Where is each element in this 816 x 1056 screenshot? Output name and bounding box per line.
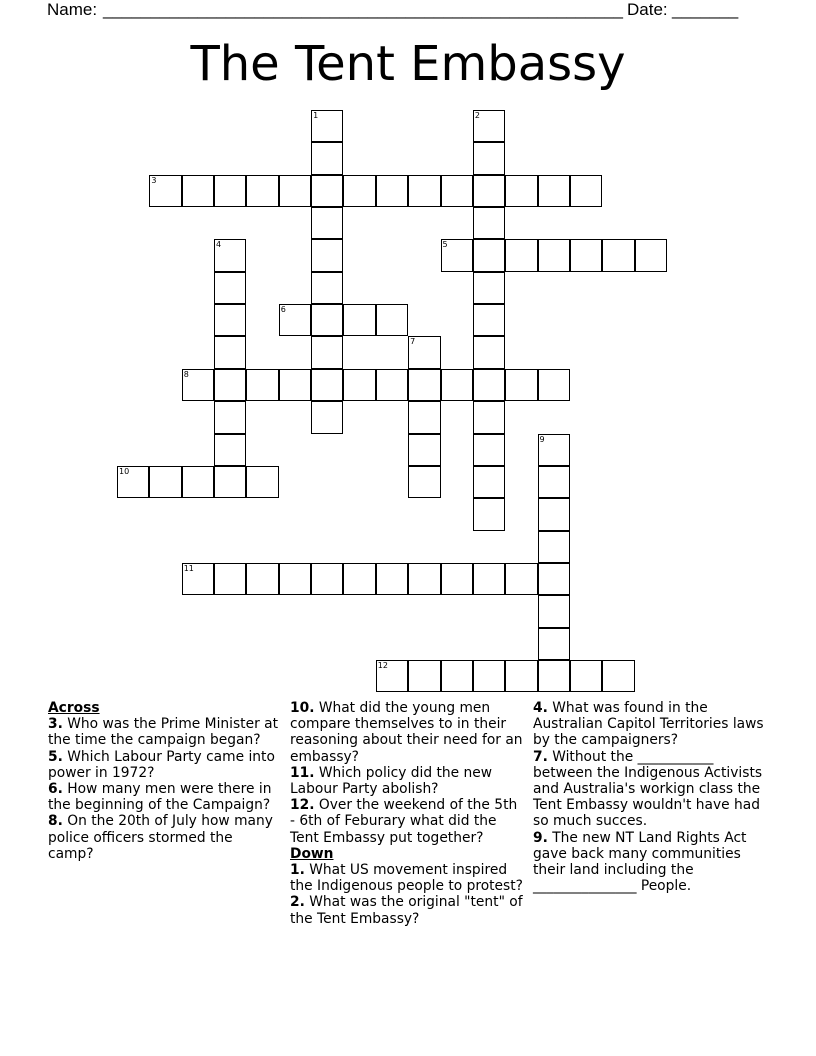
grid-cell[interactable]	[473, 207, 505, 239]
clue-across-11: 11. Which policy did the new Labour Party abolish?	[290, 764, 493, 798]
clues-column-2	[290, 700, 526, 927]
grid-cell[interactable]	[538, 175, 570, 207]
clues-column-1	[48, 700, 280, 862]
grid-cell[interactable]	[311, 304, 343, 336]
grid-cell[interactable]	[441, 563, 473, 595]
grid-cell[interactable]	[214, 401, 246, 433]
grid-cell[interactable]	[376, 660, 408, 692]
grid-cell[interactable]	[505, 369, 537, 401]
grid-cell[interactable]	[473, 272, 505, 304]
grid-cell[interactable]	[149, 466, 181, 498]
grid-cell[interactable]	[602, 660, 634, 692]
grid-cell[interactable]	[311, 142, 343, 174]
grid-cell[interactable]	[538, 628, 570, 660]
clue-down-2: 2. What was the original "tent" of the Tent Embassy?	[290, 894, 523, 927]
grid-cell[interactable]	[214, 272, 246, 304]
grid-cell[interactable]	[279, 563, 311, 595]
name-line[interactable]: _______________________________________________________	[103, 0, 624, 19]
grid-cell[interactable]	[570, 175, 602, 207]
grid-cell[interactable]	[214, 304, 246, 336]
grid-cell[interactable]	[538, 563, 570, 595]
grid-cell[interactable]	[473, 434, 505, 466]
name-label: Name:	[47, 0, 102, 19]
grid-cell[interactable]	[214, 336, 246, 368]
grid-cell[interactable]	[473, 304, 505, 336]
grid-cell[interactable]	[441, 175, 473, 207]
puzzle-title: The Tent Embassy	[190, 36, 626, 92]
grid-cell[interactable]	[473, 466, 505, 498]
grid-cell[interactable]	[473, 336, 505, 368]
date-line[interactable]: _______	[672, 0, 739, 19]
grid-cell[interactable]	[538, 466, 570, 498]
clue-down-4: 4. What was found in the Australian Capitol Territories laws by the campaigners?	[533, 700, 764, 749]
clue-across-12: 12. Over the weekend of the 5th - 6th of Feburary what did the Tent Embassy put together?	[290, 797, 518, 846]
grid-cell[interactable]	[311, 336, 343, 368]
clue-number-label: 12	[377, 660, 388, 670]
clue-number-label: 7	[410, 337, 416, 347]
grid-cell[interactable]	[635, 239, 667, 271]
grid-cell[interactable]	[311, 272, 343, 304]
grid-cell[interactable]	[311, 563, 343, 595]
grid-cell[interactable]	[311, 369, 343, 401]
grid-cell[interactable]	[343, 563, 375, 595]
grid-cell[interactable]	[279, 304, 311, 336]
across-heading: Across	[48, 700, 100, 716]
grid-cell[interactable]	[602, 239, 634, 271]
grid-cell[interactable]	[473, 369, 505, 401]
clue-across-10: 10. What did the young men compare themselves to in their reasoning about their need for an embassy?	[290, 700, 523, 765]
grid-cell[interactable]	[408, 369, 440, 401]
grid-cell[interactable]	[376, 563, 408, 595]
grid-cell[interactable]	[376, 304, 408, 336]
grid-cell[interactable]	[343, 369, 375, 401]
grid-cell[interactable]	[246, 369, 278, 401]
grid-cell[interactable]	[182, 563, 214, 595]
grid-cell[interactable]	[376, 175, 408, 207]
clue-number-label: 2	[474, 111, 480, 120]
clue-across-8: 8. On the 20th of July how many police officers stormed the camp?	[48, 813, 273, 862]
grid-cell[interactable]	[505, 239, 537, 271]
grid-cell[interactable]	[214, 369, 246, 401]
clue-number-label: 5	[442, 240, 448, 250]
grid-cell[interactable]	[246, 466, 278, 498]
clues-column-3	[533, 700, 771, 894]
grid-cell[interactable]	[538, 498, 570, 530]
grid-cell[interactable]	[473, 563, 505, 595]
grid-cell[interactable]	[214, 175, 246, 207]
grid-cell[interactable]	[214, 239, 246, 271]
grid-cell[interactable]	[473, 175, 505, 207]
clue-number-label: 3	[151, 175, 157, 185]
grid-cell[interactable]	[538, 369, 570, 401]
grid-cell[interactable]	[182, 466, 214, 498]
grid-cell[interactable]	[311, 239, 343, 271]
grid-cell[interactable]	[408, 175, 440, 207]
clue-number-label: 10	[119, 466, 130, 476]
clue-down-9: 9. The new NT Land Rights Act gave back many communities their land including the _______________ People.	[533, 829, 747, 895]
grid-cell[interactable]	[408, 434, 440, 466]
grid-cell[interactable]	[343, 304, 375, 336]
grid-cell[interactable]	[473, 660, 505, 692]
clue-number-label: 1	[313, 111, 319, 120]
grid-cell[interactable]	[343, 175, 375, 207]
grid-cell[interactable]	[473, 401, 505, 433]
clue-across-6: 6. How many men were there in the beginning of the Campaign?	[48, 781, 272, 814]
clue-number-label: 4	[216, 240, 222, 250]
grid-cell[interactable]	[538, 239, 570, 271]
grid-cell[interactable]	[182, 175, 214, 207]
grid-cell[interactable]	[182, 369, 214, 401]
grid-cell[interactable]	[570, 660, 602, 692]
clue-down-7: 7. Without the ___________ between the Indigenous Activists and Australia's workign class the Tent Embassy wouldn't have had so much succes.	[533, 748, 763, 830]
clue-number-label: 9	[539, 434, 545, 444]
grid-cell[interactable]	[117, 466, 149, 498]
grid-cell[interactable]	[473, 239, 505, 271]
grid-cell[interactable]	[311, 207, 343, 239]
grid-cell[interactable]	[538, 531, 570, 563]
clue-number-label: 6	[280, 305, 286, 315]
grid-cell[interactable]	[311, 401, 343, 433]
grid-cell[interactable]	[214, 563, 246, 595]
grid-cell[interactable]	[505, 563, 537, 595]
grid-cell[interactable]	[408, 563, 440, 595]
grid-cell[interactable]	[408, 401, 440, 433]
grid-cell[interactable]	[214, 434, 246, 466]
grid-cell[interactable]	[214, 466, 246, 498]
grid-cell[interactable]	[441, 239, 473, 271]
grid-cell[interactable]	[279, 369, 311, 401]
grid-cell[interactable]	[505, 660, 537, 692]
grid-cell[interactable]	[311, 175, 343, 207]
grid-cell[interactable]	[538, 595, 570, 627]
grid-cell[interactable]	[538, 660, 570, 692]
grid-cell[interactable]	[538, 434, 570, 466]
grid-cell[interactable]	[246, 563, 278, 595]
down-heading: Down	[290, 845, 334, 862]
grid-cell[interactable]	[473, 142, 505, 174]
grid-cell[interactable]	[311, 110, 343, 142]
grid-cell[interactable]	[408, 336, 440, 368]
grid-cell[interactable]	[473, 498, 505, 530]
clue-number-label: 11	[183, 563, 194, 573]
grid-cell[interactable]	[376, 369, 408, 401]
clue-across-3: 3. Who was the Prime Minister at the time the campaign began?	[48, 716, 279, 749]
grid-cell[interactable]	[279, 175, 311, 207]
grid-cell[interactable]	[149, 175, 181, 207]
date-label: Date:	[627, 0, 673, 19]
grid-cell[interactable]	[441, 660, 473, 692]
grid-cell[interactable]	[505, 175, 537, 207]
grid-cell[interactable]	[441, 369, 473, 401]
grid-cell[interactable]	[408, 660, 440, 692]
grid-cell[interactable]	[408, 466, 440, 498]
clue-across-5: 5. Which Labour Party came into power in 1972?	[48, 748, 275, 781]
grid-cell[interactable]	[473, 110, 505, 142]
grid-cell[interactable]	[246, 175, 278, 207]
clue-number-label: 8	[183, 369, 189, 379]
grid-cell[interactable]	[570, 239, 602, 271]
clue-down-1: 1. What US movement inspired the Indigenous people to protest?	[290, 862, 523, 895]
